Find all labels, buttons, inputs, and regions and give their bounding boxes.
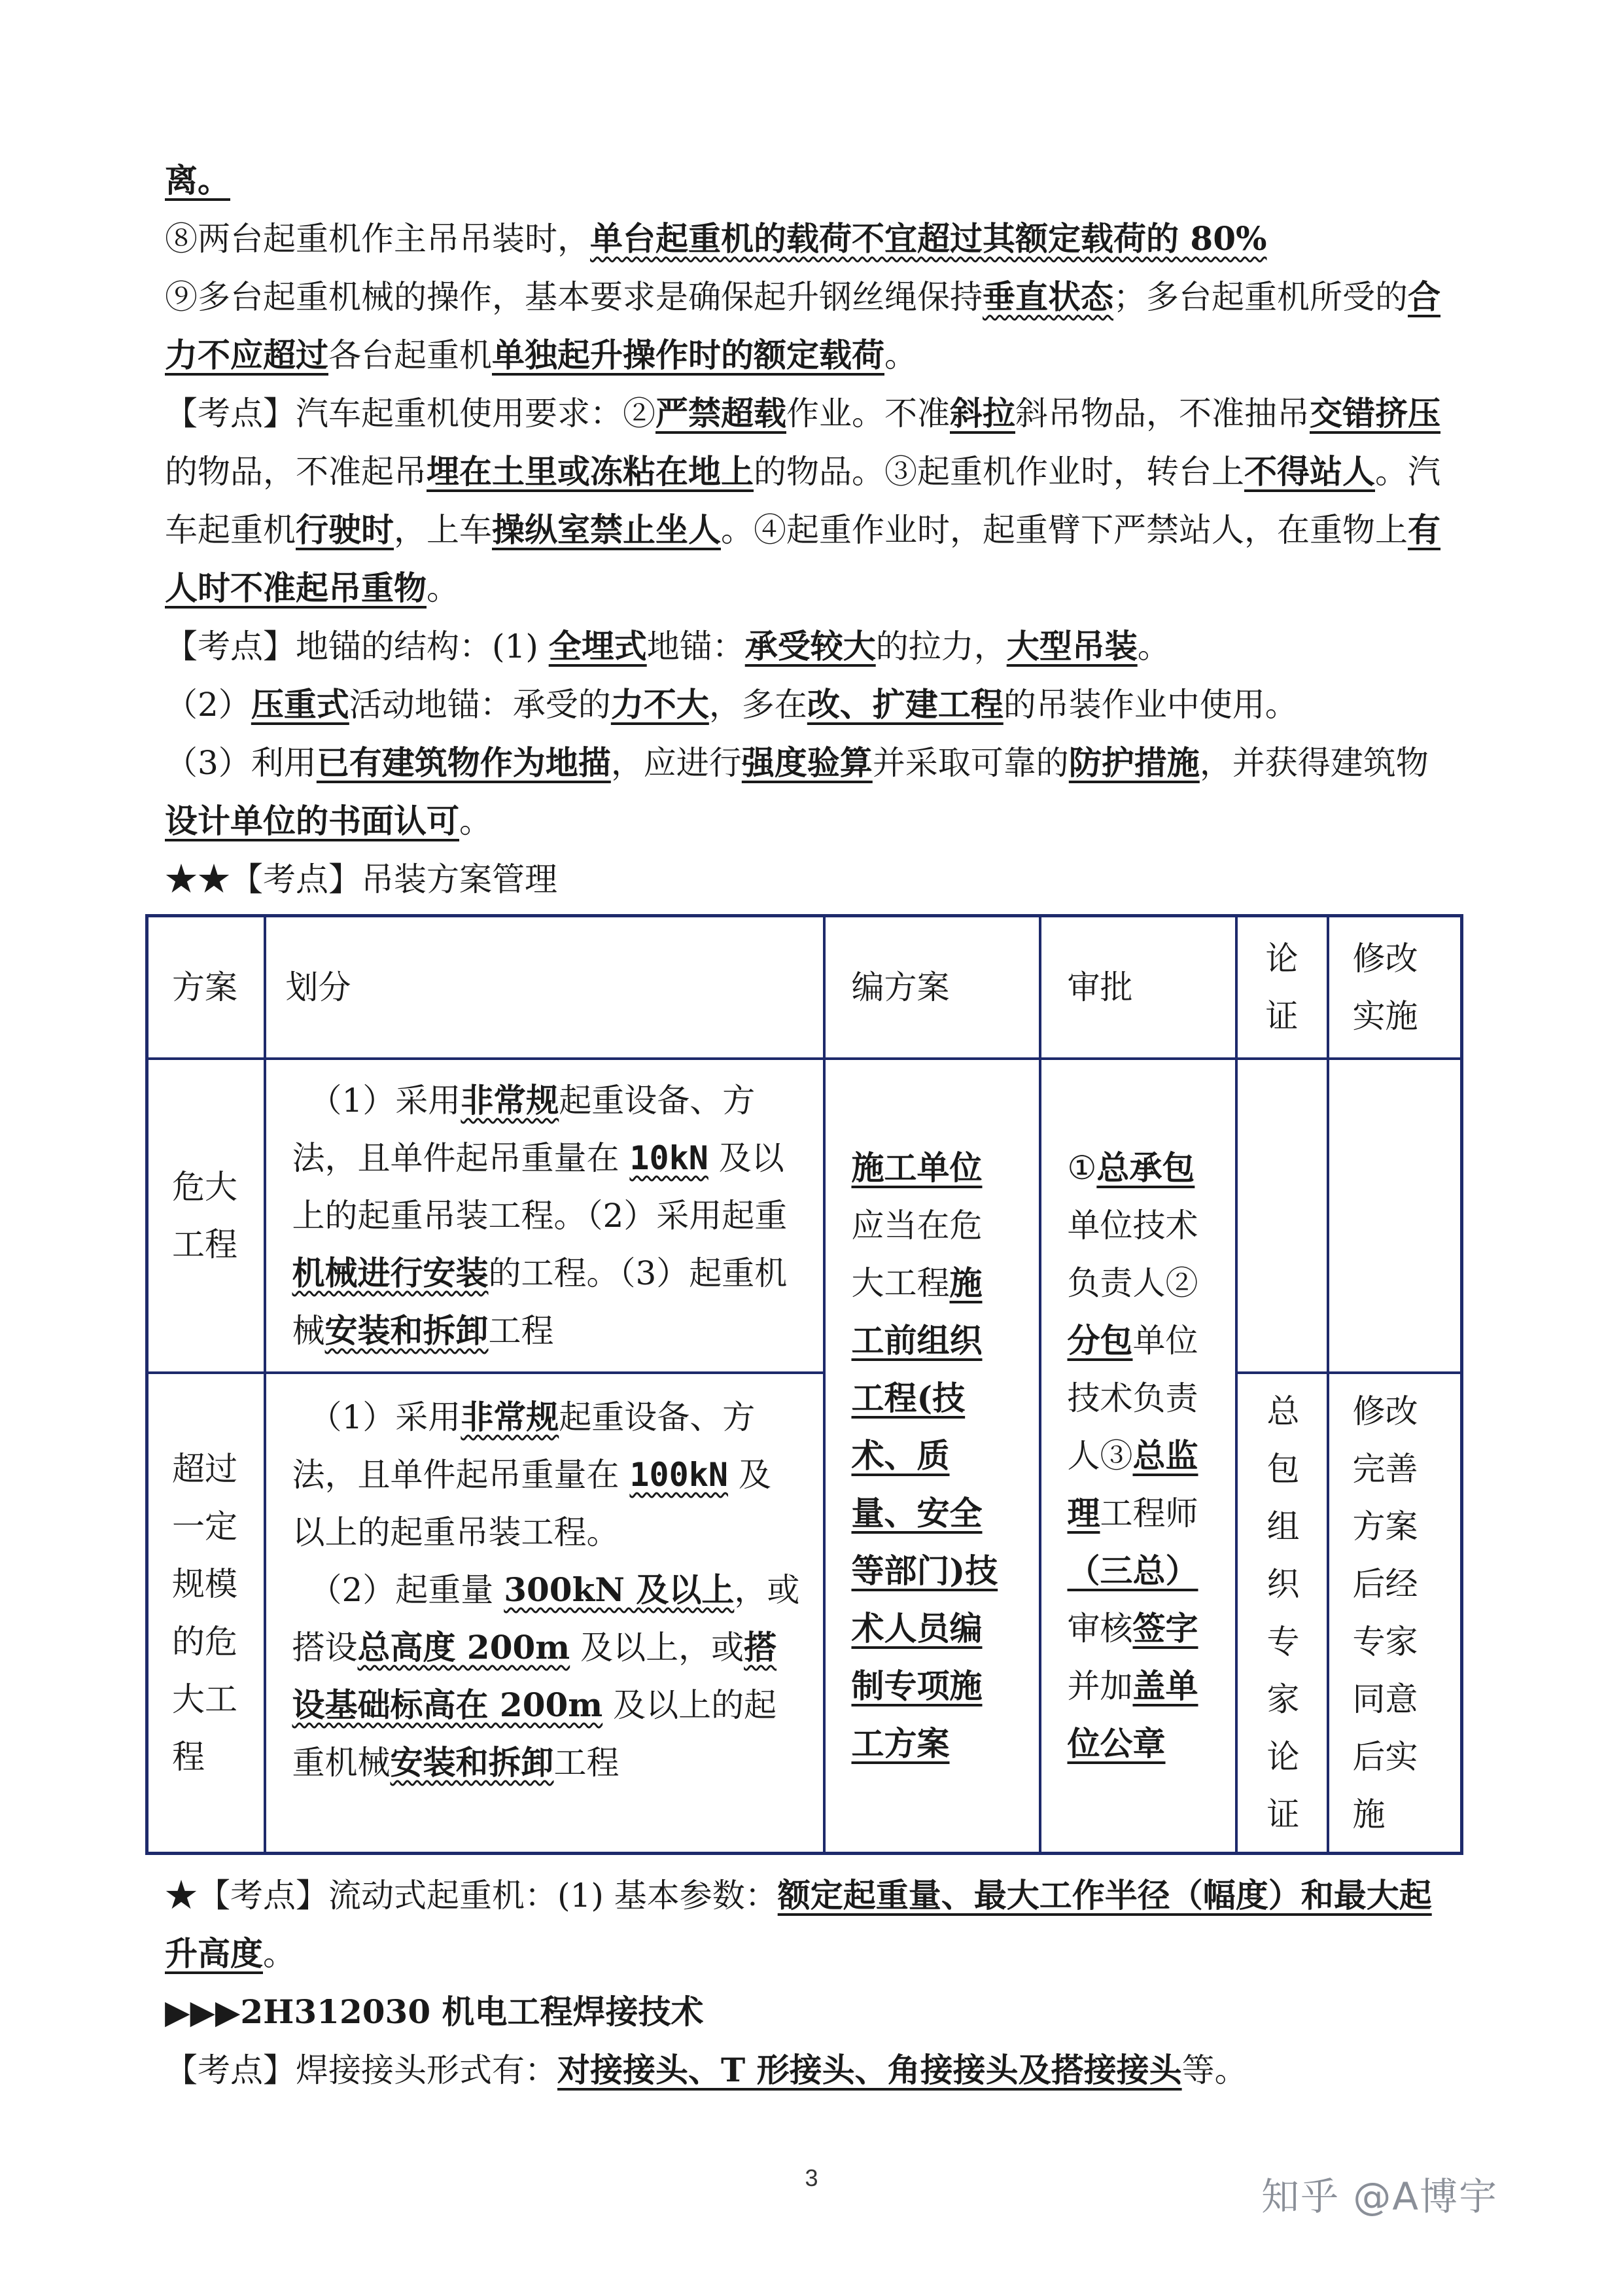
- text-seg: 及以上的起重机械: [292, 1686, 777, 1782]
- text-seg: 300kN 及以上: [504, 1570, 735, 1609]
- text-line: [165, 327, 1480, 384]
- text-seg: 机械进行安装: [292, 1253, 489, 1292]
- text-seg: 【考点】汽车起重机使用要求：②: [165, 395, 655, 433]
- table-row: [147, 1059, 1462, 1373]
- text-line: [165, 1867, 1480, 1924]
- text-seg: 总承包: [1096, 1148, 1195, 1187]
- text-seg: ③: [1100, 1436, 1133, 1475]
- text-seg: （3）利用: [165, 744, 317, 782]
- division-line: [292, 1561, 803, 1792]
- text-seg: 作业。不准: [786, 395, 950, 433]
- text-line: [165, 210, 1480, 268]
- text-seg: 行驶时: [296, 510, 394, 549]
- page-number: 3: [805, 2164, 818, 2191]
- text-seg: 单独起升操作时的额定载荷: [492, 336, 884, 374]
- text-seg: ，应进行: [610, 744, 742, 782]
- text-seg: 总高度 200m: [357, 1627, 570, 1667]
- text-seg: 各台起重机: [328, 336, 492, 374]
- text-seg: ★★【考点】吊装方案管理: [165, 860, 557, 898]
- text-seg: 斜拉: [950, 394, 1015, 433]
- text-seg: 及以上的起重吊装工程。（2）采用起重: [292, 1139, 788, 1235]
- division-line: [292, 1388, 803, 1561]
- text-seg: 工程师: [1100, 1494, 1198, 1532]
- text-seg: 。汽: [1375, 453, 1440, 491]
- scheme-cell: [147, 1373, 265, 1854]
- text-seg: 活动地锚：承受的: [349, 686, 611, 724]
- text-seg: 。: [263, 1935, 296, 1973]
- text-seg: 签字: [1132, 1608, 1198, 1648]
- approval-cell: [1040, 1059, 1236, 1854]
- text-seg: 升高度: [165, 1934, 263, 1973]
- text-seg: 【考点】地锚的结构：(1): [165, 627, 549, 665]
- text-line: [165, 676, 1480, 733]
- text-seg: 盖单位公章: [1067, 1666, 1198, 1763]
- text-seg: 非常规: [461, 1080, 559, 1120]
- text-seg: 起重设备、方法，且单件起吊重量在: [292, 1081, 756, 1177]
- text-seg: 强度验算: [741, 743, 873, 782]
- text-seg: （2）起重量: [309, 1570, 504, 1609]
- text-seg: 严禁超载: [655, 394, 786, 433]
- text-seg: ①: [1067, 1148, 1097, 1187]
- division-cell: [265, 1373, 824, 1854]
- text-seg: 起重设备、方法，且单件起吊重量在: [292, 1398, 756, 1494]
- text-seg: 100kN: [629, 1455, 728, 1494]
- text-seg: 力不大: [610, 685, 709, 724]
- text-seg: 等。: [1181, 2051, 1248, 2089]
- text-seg: 的物品。③起重机作业时，转台上: [754, 453, 1244, 491]
- text-seg: 大型吊装: [1006, 627, 1138, 665]
- compile-plan-cell: [824, 1059, 1040, 1854]
- text-seg: （三总）: [1067, 1551, 1198, 1590]
- text-seg: 全埋式: [548, 627, 647, 665]
- expert-review-cell: [1236, 1373, 1328, 1854]
- text-seg: （1）采用: [309, 1081, 461, 1120]
- header-cell: 划分: [265, 916, 824, 1059]
- text-seg: ，并获得建筑物: [1199, 744, 1429, 782]
- text-seg: 防护措施: [1068, 743, 1200, 782]
- text-line: [165, 385, 1480, 442]
- text-seg: 承受较大: [744, 627, 876, 665]
- text-seg: 人时不准起吊重物: [165, 569, 427, 607]
- text-seg: 安装和拆卸: [390, 1742, 554, 1782]
- text-seg: 垂直状态: [983, 277, 1113, 316]
- text-line: [165, 734, 1480, 792]
- text-seg: 力不应超过: [165, 336, 328, 374]
- text-seg: 工程: [553, 1743, 620, 1782]
- text-seg: 10kN: [629, 1139, 708, 1177]
- section-heading: [165, 1983, 1480, 2041]
- text-seg: （2）: [165, 686, 251, 724]
- text-seg: 。: [427, 569, 459, 607]
- text-seg: 埋在土里或冻粘在地上: [427, 452, 754, 491]
- text-seg: 的工程。（3）起重机械: [292, 1254, 788, 1350]
- text-seg: 对接接头、T 形接头、角接接头及搭接接头: [557, 2051, 1182, 2089]
- table-row: [147, 1373, 1462, 1854]
- text-seg: 地锚：: [646, 627, 745, 665]
- text-seg: 交错挤压: [1310, 394, 1440, 433]
- text-seg: 分包: [1067, 1320, 1133, 1360]
- text-seg: 【考点】焊接接头形式有：: [165, 2051, 557, 2089]
- text-seg: 并加: [1067, 1667, 1133, 1705]
- text-seg: 搭设基础标高在 200m: [292, 1627, 777, 1724]
- cell-text: 修改完善方案后经专家同意后实施: [1352, 1392, 1418, 1833]
- text-seg: 的拉力，: [875, 627, 1007, 665]
- text-seg: ，或搭设: [292, 1570, 800, 1667]
- header-cell: 论证: [1236, 916, 1328, 1059]
- text-line: [165, 559, 1480, 617]
- text-seg: ★【考点】流动式起重机：(1) 基本参数：: [165, 1877, 778, 1915]
- text-seg: 。④起重作业时，起重臂下严禁站人，在重物上: [721, 511, 1408, 549]
- header-cell: 审批: [1040, 916, 1236, 1059]
- text-seg: ▶▶▶2H312030 机电工程焊接技术: [165, 1992, 704, 2031]
- text-seg: 的吊装作业中使用。: [1003, 686, 1298, 724]
- text-seg: 工程: [488, 1311, 554, 1350]
- section-heading: [165, 851, 1480, 908]
- text-seg: 应当在危大工程: [851, 1206, 983, 1302]
- lifting-plan-table: [145, 914, 1463, 1855]
- text-seg: 额定起重量、最大工作半径（幅度）和最大起: [777, 1876, 1432, 1915]
- text-seg: （1）采用: [309, 1398, 461, 1436]
- text-seg: 的物品，不准起吊: [165, 453, 427, 491]
- text-seg: 总监理: [1067, 1436, 1198, 1532]
- text-seg: 。: [1137, 627, 1170, 665]
- text-seg: 。: [459, 802, 492, 840]
- empty-cell: [1328, 1059, 1462, 1373]
- empty-cell: [1236, 1059, 1328, 1373]
- text-seg: ②: [1165, 1263, 1198, 1302]
- text-seg: ，多在: [708, 686, 807, 724]
- text-seg: 车起重机: [165, 511, 296, 549]
- text-seg: ⑧两台起重机作主吊吊装时，: [165, 220, 590, 258]
- text-seg: 及以上的起重吊装工程。: [292, 1455, 771, 1551]
- text-line: [165, 152, 1480, 209]
- text-seg: 并采取可靠的: [872, 744, 1069, 782]
- text-seg: ，上车: [394, 511, 492, 549]
- cell-text: 超过一定规模的危大工程: [172, 1449, 237, 1776]
- text-seg: 改、扩建工程: [807, 685, 1003, 724]
- text-seg: 安装和拆卸: [324, 1311, 489, 1350]
- cell-text: 危大工程: [172, 1167, 237, 1263]
- text-seg: 单位技术负责人: [1067, 1206, 1198, 1302]
- text-seg: 操纵室禁止坐人: [492, 510, 721, 549]
- text-seg: 施工前组织工程(技术、质量、安全等部门)技术人员编制专项施工方案: [851, 1263, 998, 1763]
- text-seg: 斜吊物品，不准抽吊: [1015, 395, 1310, 433]
- text-seg: 设计单位的书面认可: [165, 802, 459, 840]
- text-seg: 单位技术负责人: [1067, 1321, 1198, 1475]
- text-seg: 不得站人: [1244, 452, 1375, 491]
- text-seg: 施工单位: [851, 1148, 983, 1187]
- text-seg: 审核: [1067, 1609, 1133, 1648]
- text-line: [165, 443, 1480, 501]
- text-seg: 合: [1408, 277, 1440, 316]
- text-seg: 非常规: [461, 1397, 559, 1436]
- watermark: 知乎 @A博宇: [1261, 2174, 1499, 2219]
- table-header-row: [147, 916, 1462, 1059]
- division-cell: [265, 1059, 824, 1373]
- text-line: [165, 501, 1480, 559]
- text-seg: 及以上，或: [570, 1628, 744, 1667]
- text-seg: 已有建筑物作为地描: [316, 743, 611, 782]
- text-line: [165, 268, 1480, 326]
- header-cell: 方案: [147, 916, 265, 1059]
- text-seg: ；多台起重机所受的: [1113, 278, 1408, 316]
- revision-cell: [1328, 1373, 1462, 1854]
- scheme-cell: [147, 1059, 265, 1373]
- text-line: [165, 618, 1480, 675]
- text-seg: 有: [1408, 510, 1440, 549]
- text-line: [165, 1925, 1480, 1983]
- text-line: [165, 2041, 1480, 2099]
- text-seg: 离。: [165, 161, 230, 200]
- text-seg: 单台起重机的载荷不宜超过其额定载荷的 80%: [590, 219, 1267, 258]
- header-cell: 编方案: [824, 916, 1040, 1059]
- text-seg: ⑨多台起重机械的操作，基本要求是确保起升钢丝绳保持: [165, 278, 983, 316]
- text-seg: 。: [884, 336, 917, 374]
- cell-text: 总包组织专家论证: [1266, 1392, 1300, 1833]
- text-seg: 压重式: [251, 685, 349, 724]
- header-cell: 修改实施: [1328, 916, 1462, 1059]
- text-line: [165, 792, 1480, 850]
